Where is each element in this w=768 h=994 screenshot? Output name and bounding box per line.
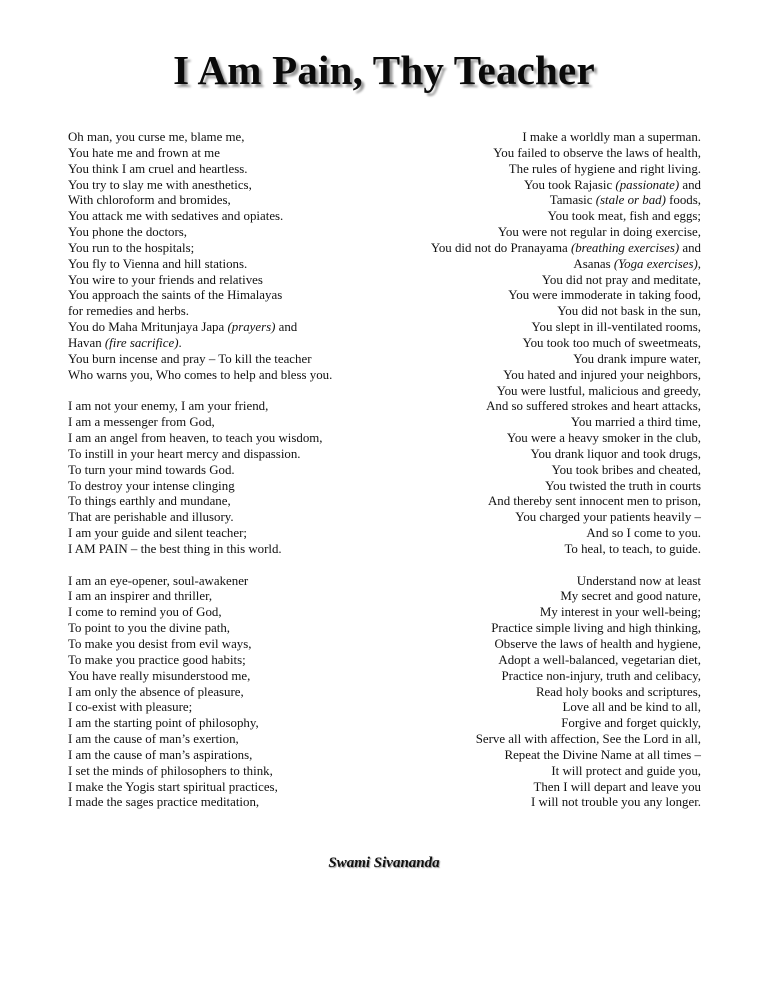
stanza — [380, 130, 701, 558]
line-text: Then I will depart and leave you — [533, 779, 701, 794]
poem-line — [68, 304, 408, 320]
right-column — [380, 130, 701, 811]
left-column — [68, 130, 408, 811]
poem-line — [380, 336, 701, 352]
line-text: You did not bask in the sun, — [557, 304, 701, 319]
line-text: You took Rajasic — [523, 177, 616, 192]
poem-line — [380, 304, 701, 320]
line-text: You wire to your friends and relatives — [68, 272, 263, 287]
line-text: I make the Yogis start spiritual practices, — [68, 779, 278, 794]
line-text: Understand now at least — [576, 573, 701, 588]
poem-line — [380, 510, 701, 526]
line-text: You twisted the truth in courts — [545, 478, 701, 493]
poem-line — [380, 320, 701, 336]
italic-gloss: (fire sacrifice) — [104, 335, 179, 350]
line-text: To point to you the divine path, — [68, 621, 231, 636]
poem-line — [380, 621, 701, 637]
italic-gloss: (passionate) — [615, 177, 680, 192]
poem-line — [380, 209, 701, 225]
poem-line — [68, 494, 408, 510]
poem-line — [380, 479, 701, 495]
line-text: I am a messenger from God, — [68, 415, 215, 430]
line-text: You took too much of sweetmeats, — [522, 335, 701, 350]
poem-line — [380, 637, 701, 653]
line-text: Observe the laws of health and hygiene, — [494, 637, 701, 651]
line-text: Who warns you, Who comes to help and bless you. — [68, 367, 333, 382]
poem-line — [380, 241, 701, 257]
line-text: foods, — [665, 193, 701, 208]
line-text: You burn incense and pray – To kill the teacher — [68, 351, 312, 366]
line-text: Love all and be kind to all, — [562, 700, 701, 715]
stanza — [68, 130, 408, 384]
poem-line — [68, 637, 408, 653]
line-text: And so I come to you. — [586, 526, 701, 541]
line-text: I am an eye-opener, soul-awakener — [68, 573, 249, 588]
line-text: Oh man, you curse me, blame me, — [68, 130, 245, 144]
line-text: You were lustful, malicious and greedy, — [496, 383, 701, 398]
poem-line — [68, 510, 408, 526]
line-text: That are perishable and illusory. — [68, 510, 234, 525]
poem-line — [68, 193, 408, 209]
line-text: I AM PAIN – the best thing in this world. — [68, 541, 282, 556]
poem-line — [380, 225, 701, 241]
line-text: and — [679, 177, 701, 192]
poem-line — [380, 447, 701, 463]
poem-line — [380, 526, 701, 542]
poem-line — [68, 780, 408, 796]
poem-line — [68, 605, 408, 621]
line-text: The rules of hygiene and right living. — [508, 161, 701, 176]
line-text: To heal, to teach, to guide. — [564, 541, 701, 556]
italic-gloss: (prayers) — [227, 320, 276, 335]
poem-line — [380, 273, 701, 289]
poem-line — [380, 415, 701, 431]
line-text: You have really misunderstood me, — [68, 668, 251, 683]
poem-line — [380, 146, 701, 162]
poem-line — [380, 494, 701, 510]
line-text: You failed to observe the laws of health, — [493, 145, 701, 160]
poem-line — [380, 669, 701, 685]
line-text: You drank impure water, — [573, 351, 701, 366]
poem-line — [380, 178, 701, 194]
poem-line — [68, 225, 408, 241]
poem-line — [68, 621, 408, 637]
poem-line — [68, 368, 408, 384]
line-text: To make you desist from evil ways, — [68, 637, 252, 651]
stanza — [68, 399, 408, 557]
line-text: You attack me with sedatives and opiates. — [68, 209, 284, 224]
line-text: You approach the saints of the Himalayas — [68, 288, 283, 303]
poem-line — [68, 526, 408, 542]
line-text: You hate me and frown at me — [68, 145, 220, 160]
poem-line — [68, 178, 408, 194]
poem-line — [380, 368, 701, 384]
poem-line — [380, 764, 701, 780]
line-text: To make you practice good habits; — [68, 652, 246, 667]
poem-line — [380, 130, 701, 146]
line-text: My interest in your well-being; — [539, 605, 701, 620]
line-text: Read holy books and scriptures, — [535, 684, 701, 699]
poem-line — [380, 780, 701, 796]
line-text: You try to slay me with anesthetics, — [68, 177, 252, 192]
line-text: , — [697, 256, 701, 271]
line-text: Asanas — [573, 256, 614, 271]
poem-line — [68, 320, 408, 336]
italic-gloss: (breathing exercises) — [570, 240, 680, 255]
line-text: You think I am cruel and heartless. — [68, 161, 248, 176]
author-signature: Swami Sivananda — [328, 855, 440, 871]
line-text: I am the starting point of philosophy, — [68, 716, 259, 731]
line-text: for remedies and herbs. — [68, 304, 189, 319]
line-text: And thereby sent innocent men to prison, — [487, 494, 701, 509]
line-text: I will not trouble you any longer. — [530, 795, 701, 810]
line-text: You drank liquor and took drugs, — [530, 446, 701, 461]
poem-line — [380, 352, 701, 368]
page-title: I Am Pain, Thy Teacher — [173, 47, 595, 93]
poem-line — [380, 193, 701, 209]
line-text: To things earthly and mundane, — [68, 494, 231, 509]
line-text: You fly to Vienna and hill stations. — [68, 256, 248, 271]
poem-line — [380, 431, 701, 447]
line-text: With chloroform and bromides, — [68, 193, 231, 208]
stanza — [68, 574, 408, 812]
line-text: Havan — [68, 335, 105, 350]
italic-gloss: (Yoga exercises) — [613, 256, 698, 271]
poem-line — [68, 241, 408, 257]
poem-line — [380, 589, 701, 605]
poem-line — [380, 574, 701, 590]
poem-line — [68, 352, 408, 368]
line-text: It will protect and guide you, — [551, 763, 701, 778]
line-text: You slept in ill-ventilated rooms, — [531, 320, 701, 335]
line-text: Forgive and forget quickly, — [561, 716, 701, 731]
poem-line — [380, 716, 701, 732]
poem-line — [380, 257, 701, 273]
poem-line — [68, 463, 408, 479]
poem-line — [68, 130, 408, 146]
poem-line — [68, 447, 408, 463]
poem-line — [380, 685, 701, 701]
poem-line — [380, 732, 701, 748]
line-text: I am only the absence of pleasure, — [68, 684, 244, 699]
poem-line — [68, 653, 408, 669]
line-text: You took meat, fish and eggs; — [547, 209, 701, 224]
line-text: I make a worldly man a superman. — [522, 130, 701, 144]
line-text: You were immoderate in taking food, — [508, 288, 701, 303]
line-text: I am not your enemy, I am your friend, — [68, 399, 269, 414]
poem-line — [68, 574, 408, 590]
line-text: You were not regular in doing exercise, — [497, 225, 701, 240]
line-text: I co-exist with pleasure; — [68, 700, 193, 715]
line-text: My secret and good nature, — [560, 589, 701, 604]
poem-line — [68, 146, 408, 162]
poem-line — [380, 653, 701, 669]
line-text: You phone the doctors, — [68, 225, 187, 240]
line-text: You hated and injured your neighbors, — [503, 367, 701, 382]
line-text: I am an angel from heaven, to teach you wisdom, — [68, 431, 323, 446]
poem-line — [68, 669, 408, 685]
line-text: I am your guide and silent teacher; — [68, 526, 247, 541]
poem-line — [380, 162, 701, 178]
poem-line — [68, 795, 408, 811]
line-text: You were a heavy smoker in the club, — [506, 431, 701, 446]
line-text: You married a third time, — [570, 415, 701, 430]
poem-line — [68, 162, 408, 178]
poem-line — [68, 431, 408, 447]
poem-line — [380, 384, 701, 400]
poem-line — [380, 288, 701, 304]
line-text: Practice non-injury, truth and celibacy, — [501, 668, 701, 683]
italic-gloss: (stale or bad) — [595, 193, 666, 208]
poem-line — [68, 415, 408, 431]
line-text: and — [275, 320, 298, 335]
line-text: Practice simple living and high thinking, — [491, 621, 701, 636]
line-text: and — [679, 240, 701, 255]
line-text: You charged your patients heavily – — [515, 510, 701, 525]
poem-line — [68, 257, 408, 273]
line-text: You did not pray and meditate, — [541, 272, 701, 287]
poem-line — [380, 542, 701, 558]
poem-line — [68, 209, 408, 225]
poem-line — [380, 463, 701, 479]
poem-line — [380, 795, 701, 811]
poem-line — [380, 748, 701, 764]
line-text: Tamasic — [549, 193, 596, 208]
line-text: I set the minds of philosophers to think, — [68, 763, 273, 778]
poem-line — [68, 748, 408, 764]
poem-line — [68, 716, 408, 732]
poem-line — [380, 700, 701, 716]
poem-line — [68, 399, 408, 415]
poem-line — [68, 700, 408, 716]
poem-line — [68, 479, 408, 495]
line-text: You took bribes and cheated, — [551, 462, 701, 477]
line-text: Repeat the Divine Name at all times – — [504, 747, 701, 762]
poem-line — [68, 764, 408, 780]
line-text: To turn your mind towards God. — [68, 462, 235, 477]
line-text: Adopt a well-balanced, vegetarian diet, — [498, 652, 701, 667]
line-text: You run to the hospitals; — [68, 240, 195, 255]
line-text: You do Maha Mritunjaya Japa — [68, 320, 228, 335]
line-text: Serve all with affection, See the Lord in all, — [475, 732, 701, 747]
line-text: To destroy your intense clinging — [68, 478, 235, 493]
line-text: And so suffered strokes and heart attacks, — [486, 399, 701, 414]
poem-line — [380, 399, 701, 415]
line-text: I come to remind you of God, — [68, 605, 222, 620]
line-text: I am an inspirer and thriller, — [68, 589, 213, 604]
line-text: I am the cause of man’s exertion, — [68, 732, 239, 747]
poem-line — [68, 589, 408, 605]
line-text: I made the sages practice meditation, — [68, 795, 260, 810]
poem-line — [68, 273, 408, 289]
line-text: You did not do Pranayama — [430, 240, 571, 255]
poem-line — [68, 732, 408, 748]
poem-line — [68, 288, 408, 304]
poem-line — [68, 336, 408, 352]
poem-line — [68, 542, 408, 558]
stanza — [380, 574, 701, 812]
line-text: To instill in your heart mercy and dispassion. — [68, 446, 301, 461]
poem-line — [380, 605, 701, 621]
poem-line — [68, 685, 408, 701]
line-text: I am the cause of man’s aspirations, — [68, 747, 253, 762]
line-text: . — [178, 335, 182, 350]
